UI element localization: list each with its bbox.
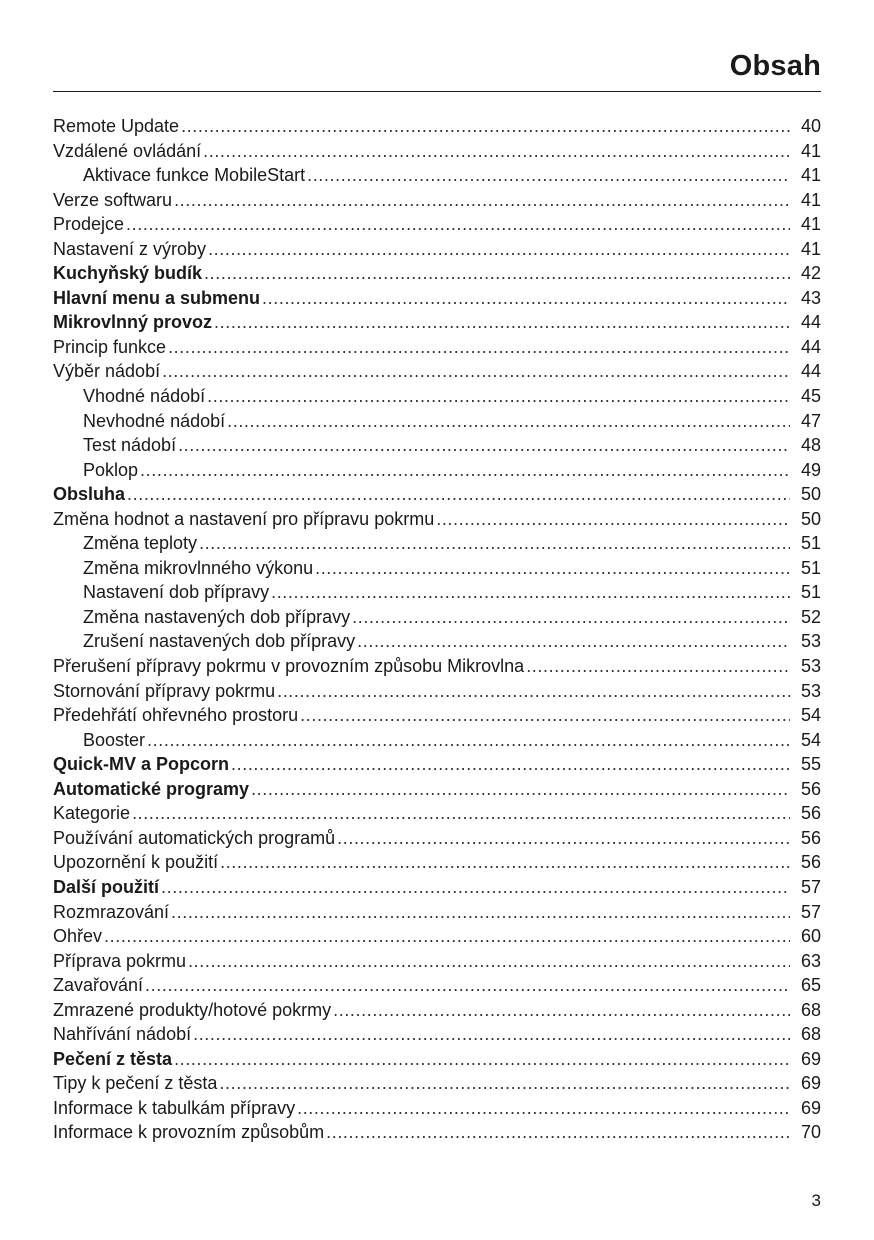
toc-entry[interactable] bbox=[53, 163, 821, 188]
toc-dot-leader bbox=[231, 752, 790, 777]
toc-dot-leader bbox=[168, 335, 790, 360]
toc-entry-page: 57 bbox=[800, 901, 821, 922]
toc-dot-leader bbox=[193, 1022, 790, 1047]
toc-dot-leader bbox=[251, 777, 790, 802]
toc-entry[interactable] bbox=[53, 752, 821, 777]
toc-entry-page: 51 bbox=[800, 557, 821, 578]
toc-entry[interactable] bbox=[53, 875, 821, 900]
toc-dot-leader bbox=[127, 482, 790, 507]
toc-dot-leader bbox=[220, 850, 790, 875]
header-divider bbox=[53, 91, 821, 92]
toc-dot-leader bbox=[126, 212, 790, 237]
toc-dot-leader bbox=[219, 1071, 790, 1096]
toc-entry-label: Vzdálené ovládání bbox=[53, 140, 202, 161]
toc-entry-page: 69 bbox=[800, 1073, 821, 1094]
toc-entry[interactable] bbox=[53, 1047, 821, 1072]
toc-dot-leader bbox=[297, 1096, 790, 1121]
toc-dot-leader bbox=[326, 1120, 790, 1145]
toc-dot-leader bbox=[333, 998, 790, 1023]
toc-entry-label: Změna hodnot a nastavení pro přípravu pokrmu bbox=[53, 508, 435, 529]
toc-entry[interactable] bbox=[53, 998, 821, 1023]
toc-entry-page: 41 bbox=[800, 214, 821, 235]
toc-entry[interactable] bbox=[53, 1096, 821, 1121]
toc-entry-label: Poklop bbox=[83, 459, 139, 480]
toc-entry-label: Quick-MV a Popcorn bbox=[53, 754, 230, 775]
toc-entry-page: 40 bbox=[800, 116, 821, 136]
toc-dot-leader bbox=[436, 507, 790, 532]
toc-dot-leader bbox=[147, 728, 790, 753]
toc-entry[interactable] bbox=[53, 310, 821, 335]
toc-entry[interactable] bbox=[53, 949, 821, 974]
toc-dot-leader bbox=[357, 629, 790, 654]
toc-entry-page: 55 bbox=[800, 754, 821, 775]
toc-entry[interactable] bbox=[53, 458, 821, 483]
toc-dot-leader bbox=[214, 310, 790, 335]
toc-entry-label: Verze softwaru bbox=[53, 189, 173, 210]
page-title: Obsah bbox=[729, 50, 821, 82]
toc-entry-page: 51 bbox=[800, 582, 821, 603]
toc-entry-label: Princip funkce bbox=[53, 336, 167, 357]
toc-entry-page: 65 bbox=[800, 975, 821, 996]
toc-dot-leader bbox=[104, 924, 790, 949]
toc-entry-page: 52 bbox=[800, 606, 821, 627]
toc-entry-label: Prodejce bbox=[53, 214, 125, 235]
toc-entry-label: Přerušení přípravy pokrmu v provozním způsobu Mikrovlna bbox=[53, 656, 525, 677]
toc-entry[interactable] bbox=[53, 777, 821, 802]
toc-entry[interactable] bbox=[53, 654, 821, 679]
toc-entry-page: 68 bbox=[800, 999, 821, 1020]
toc-entry[interactable] bbox=[53, 728, 821, 753]
toc-entry[interactable] bbox=[53, 1022, 821, 1047]
toc-entry-label: Změna nastavených dob přípravy bbox=[83, 606, 351, 627]
toc-dot-leader bbox=[271, 580, 790, 605]
toc-entry-page: 53 bbox=[800, 656, 821, 677]
toc-entry[interactable] bbox=[53, 679, 821, 704]
toc-entry[interactable] bbox=[53, 261, 821, 286]
toc-entry-page: 56 bbox=[800, 852, 821, 873]
toc-dot-leader bbox=[145, 973, 790, 998]
toc-entry[interactable] bbox=[53, 826, 821, 851]
toc-entry-label: Informace k tabulkám přípravy bbox=[53, 1097, 296, 1118]
toc-entry-label: Další použití bbox=[53, 876, 160, 897]
toc-entry-page: 60 bbox=[800, 926, 821, 947]
toc-entry-label: Stornování přípravy pokrmu bbox=[53, 680, 276, 701]
toc-entry-page: 56 bbox=[800, 827, 821, 848]
toc-entry[interactable] bbox=[53, 924, 821, 949]
toc-entry-page: 47 bbox=[800, 410, 821, 431]
toc-dot-leader bbox=[171, 900, 790, 925]
toc-entry[interactable] bbox=[53, 900, 821, 925]
toc-dot-leader bbox=[208, 237, 790, 262]
toc-entry[interactable] bbox=[53, 703, 821, 728]
toc-entry-page: 49 bbox=[800, 459, 821, 480]
toc-dot-leader bbox=[203, 139, 790, 164]
toc-entry[interactable] bbox=[53, 433, 821, 458]
toc-entry-page: 44 bbox=[800, 336, 821, 357]
toc-entry-label: Nastavení z výroby bbox=[53, 238, 207, 259]
toc-entry-page: 48 bbox=[800, 435, 821, 456]
toc-dot-leader bbox=[300, 703, 790, 728]
toc-entry-label: Mikrovlnný provoz bbox=[53, 312, 213, 333]
toc-entry-label: Test nádobí bbox=[83, 435, 177, 456]
toc-dot-leader bbox=[227, 409, 790, 434]
toc-entry-label: Vhodné nádobí bbox=[83, 386, 206, 407]
toc-dot-leader bbox=[352, 605, 790, 630]
toc-dot-leader bbox=[207, 384, 790, 409]
toc-entry-label: Nahřívání nádobí bbox=[53, 1024, 192, 1045]
toc-entry[interactable] bbox=[53, 507, 821, 532]
toc-entry[interactable] bbox=[53, 237, 821, 262]
toc-entry-page: 54 bbox=[800, 705, 821, 726]
toc-dot-leader bbox=[132, 801, 790, 826]
toc-entry-page: 41 bbox=[800, 189, 821, 210]
toc-dot-leader bbox=[307, 163, 790, 188]
page-number: 3 bbox=[811, 1191, 821, 1210]
toc-entry-page: 41 bbox=[800, 165, 821, 186]
toc-entry-page: 51 bbox=[800, 533, 821, 554]
toc-entry-page: 50 bbox=[800, 484, 821, 505]
toc-entry-label: Změna mikrovlnného výkonu bbox=[83, 557, 314, 578]
toc-entry-page: 42 bbox=[800, 263, 821, 284]
toc-entry[interactable] bbox=[53, 973, 821, 998]
toc-entry[interactable] bbox=[53, 359, 821, 384]
toc-entry-label: Zrušení nastavených dob přípravy bbox=[83, 631, 356, 652]
toc-entry-label: Předehřátí ohřevného prostoru bbox=[53, 705, 299, 726]
toc-entry-page: 70 bbox=[800, 1122, 821, 1143]
toc-dot-leader bbox=[526, 654, 790, 679]
toc-entry[interactable] bbox=[53, 482, 821, 507]
toc-dot-leader bbox=[199, 531, 790, 556]
toc-entry[interactable] bbox=[53, 605, 821, 630]
toc-entry-label: Změna teploty bbox=[83, 533, 198, 554]
toc-entry[interactable] bbox=[53, 801, 821, 826]
toc-entry-label: Nastavení dob přípravy bbox=[83, 582, 270, 603]
toc-entry-label: Kategorie bbox=[53, 803, 131, 824]
toc-entry-page: 69 bbox=[800, 1097, 821, 1118]
toc-dot-leader bbox=[262, 286, 790, 311]
toc-dot-leader bbox=[188, 949, 790, 974]
toc-entry-page: 53 bbox=[800, 631, 821, 652]
toc-entry-label: Automatické programy bbox=[53, 778, 250, 799]
toc-entry-page: 45 bbox=[800, 386, 821, 407]
toc-entry-label: Tipy k pečení z těsta bbox=[53, 1073, 218, 1094]
toc-entry-label: Hlavní menu a submenu bbox=[53, 287, 261, 308]
toc-entry-page: 54 bbox=[800, 729, 821, 750]
toc-dot-leader bbox=[174, 188, 790, 213]
toc-entry-page: 63 bbox=[800, 950, 821, 971]
toc-entry-label: Nevhodné nádobí bbox=[83, 410, 226, 431]
toc-entry-page: 56 bbox=[800, 803, 821, 824]
toc-entry-label: Zavařování bbox=[53, 975, 144, 996]
toc-dot-leader bbox=[337, 826, 790, 851]
toc-entry[interactable] bbox=[53, 335, 821, 360]
toc-entry[interactable] bbox=[53, 114, 821, 139]
toc-entry[interactable] bbox=[53, 850, 821, 875]
toc-entry[interactable] bbox=[53, 580, 821, 605]
toc-dot-leader bbox=[204, 261, 790, 286]
toc-entry[interactable] bbox=[53, 212, 821, 237]
toc-entry[interactable] bbox=[53, 409, 821, 434]
toc-entry-label: Obsluha bbox=[53, 484, 126, 505]
toc-entry-page: 57 bbox=[800, 876, 821, 897]
toc-entry-page: 56 bbox=[800, 778, 821, 799]
toc-entry[interactable] bbox=[53, 384, 821, 409]
toc-entry-page: 43 bbox=[800, 287, 821, 308]
toc-entry[interactable] bbox=[53, 629, 821, 654]
toc-entry-label: Pečení z těsta bbox=[53, 1048, 173, 1069]
toc-entry-page: 53 bbox=[800, 680, 821, 701]
toc-entry-label: Používání automatických programů bbox=[53, 827, 336, 848]
toc-entry[interactable] bbox=[53, 188, 821, 213]
toc-entry-label: Upozornění k použití bbox=[53, 852, 219, 873]
toc-entry-label: Remote Update bbox=[53, 116, 180, 136]
toc-entry-page: 50 bbox=[800, 508, 821, 529]
toc-entry[interactable] bbox=[53, 556, 821, 581]
toc-dot-leader bbox=[140, 458, 790, 483]
toc-entry-page: 41 bbox=[800, 140, 821, 161]
toc-entry-label: Rozmrazování bbox=[53, 901, 170, 922]
toc-entry[interactable] bbox=[53, 1120, 821, 1145]
toc-dot-leader bbox=[174, 1047, 790, 1072]
toc-entry-page: 68 bbox=[800, 1024, 821, 1045]
toc-entry-label: Zmrazené produkty/hotové pokrmy bbox=[53, 999, 332, 1020]
toc-entry-label: Kuchyňský budík bbox=[53, 263, 203, 284]
toc-entry[interactable] bbox=[53, 1071, 821, 1096]
toc-entry-label: Informace k provozním způsobům bbox=[53, 1122, 325, 1143]
toc-dot-leader bbox=[162, 359, 790, 384]
toc-dot-leader bbox=[181, 114, 790, 139]
toc-entry-label: Booster bbox=[83, 729, 146, 750]
toc-entry[interactable] bbox=[53, 139, 821, 164]
toc-entry-label: Aktivace funkce MobileStart bbox=[83, 165, 306, 186]
toc-entry-label: Výběr nádobí bbox=[53, 361, 161, 382]
toc-entry-page: 44 bbox=[800, 361, 821, 382]
toc-entry-label: Příprava pokrmu bbox=[53, 950, 187, 971]
toc-entry-label: Ohřev bbox=[53, 926, 103, 947]
toc-entry-page: 44 bbox=[800, 312, 821, 333]
toc-entry[interactable] bbox=[53, 531, 821, 556]
toc-dot-leader bbox=[277, 679, 790, 704]
table-of-contents bbox=[53, 114, 821, 1145]
toc-entry-page: 41 bbox=[800, 238, 821, 259]
toc-entry-page: 69 bbox=[800, 1048, 821, 1069]
toc-dot-leader bbox=[161, 875, 790, 900]
toc-entry[interactable] bbox=[53, 286, 821, 311]
toc-dot-leader bbox=[178, 433, 790, 458]
toc-dot-leader bbox=[315, 556, 790, 581]
